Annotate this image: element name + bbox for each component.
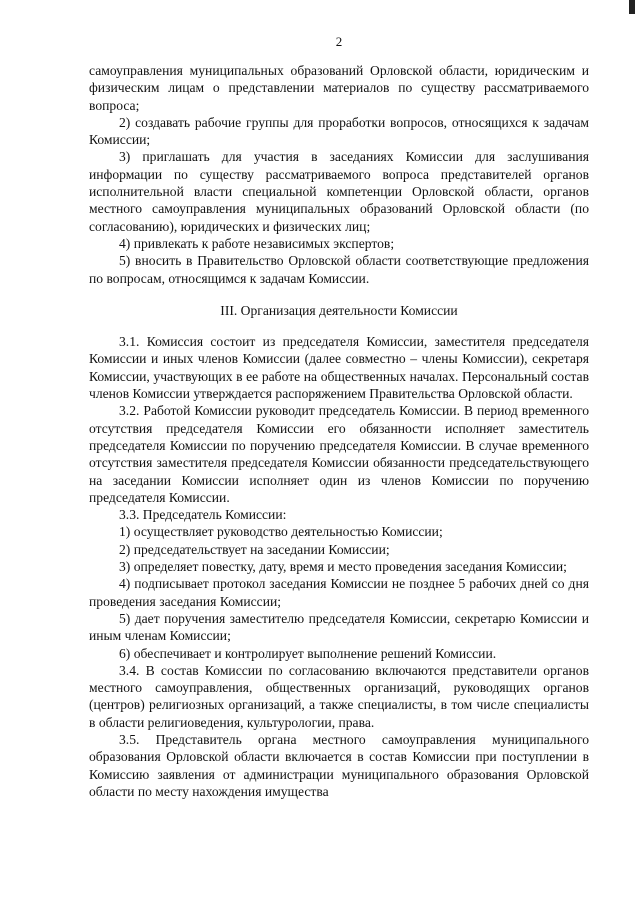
page-number: 2: [335, 34, 343, 49]
paragraphs-after-heading: [89, 333, 589, 800]
paragraph: 3) определяет повестку, дату, время и место проведения заседания Комиссии;: [119, 559, 567, 575]
paragraph: 4) привлекать к работе независимых экспертов;: [119, 235, 395, 251]
paragraph: 3.2. Работой Комиссии руководит председатель Комиссии. В период временного отсутствия председателя Комиссии его обязанности исполняет заместитель председателя Комиссии по поручению председателя Комиссии. В случае временного отсутствия заместителя председателя Комиссии обязанности председательствующего на заседании Комиссии исполняет один из членов Комиссии по поручению председателя Комиссии.: [89, 403, 589, 505]
paragraph: 2) создавать рабочие группы для проработки вопросов, относящихся к задачам Комиссии;: [89, 114, 589, 148]
scan-edge-mark: [629, 0, 635, 14]
paragraphs-before-heading: [89, 62, 589, 287]
paragraph: 3.1. Комиссия состоит из председателя Комиссии, заместителя председателя Комиссии и иных членов Комиссии (далее совместно – члены Комиссии), секретаря Комиссии, участвующих в ее работе на общественных началах. Персональный состав членов Комиссии утверждается распоряжением Правительства Орловской области.: [89, 334, 589, 402]
document-body: [89, 62, 589, 800]
paragraph: самоуправления муниципальных образований Орловской области, юридическим и физическим лицам о представлении материалов по существу рассматриваемого вопроса;: [89, 63, 589, 113]
paragraph: 3.3. Председатель Комиссии:: [119, 507, 287, 523]
document-page: [89, 0, 589, 905]
paragraph: 3.5. Представитель органа местного самоуправления муниципального образования Орловской области включается в состав Комиссии при поступлении в Комиссию заявления от администрации муниципального образования Орловской области по месту нахождения имущества: [89, 731, 589, 799]
paragraph: 5) вносить в Правительство Орловской области соответствующие предложения по вопросам, относящимся к задачам Комиссии.: [89, 253, 589, 286]
paragraph: 3.4. В состав Комиссии по согласованию включаются представители органов местного самоуправления, общественных организаций, руководящих органов (центров) религиозных организаций, а также специалисты, в том числе специалисты в области религиоведения, культурологии, права.: [89, 662, 589, 730]
paragraph: 3) приглашать для участия в заседаниях Комиссии для заслушивания информации по существу рассматриваемого вопроса представителей органов исполнительной власти специальной компетенции Орловской области, органов местного самоуправления муниципальных образований Орловской области (по согласованию), юридических и физических лиц;: [89, 149, 589, 234]
paragraph: 1) осуществляет руководство деятельностью Комиссии;: [119, 524, 443, 540]
paragraph: 2) председательствует на заседании Комиссии;: [119, 541, 390, 557]
section-heading: III. Организация деятельности Комиссии: [220, 302, 458, 318]
paragraph: 4) подписывает протокол заседания Комиссии не позднее 5 рабочих дней со дня проведения заседания Комиссии;: [89, 576, 589, 609]
paragraph: 5) дает поручения заместителю председателя Комиссии, секретарю Комиссии и иным членам Комиссии;: [89, 610, 589, 644]
paragraph: 6) обеспечивает и контролирует выполнение решений Комиссии.: [119, 645, 497, 661]
